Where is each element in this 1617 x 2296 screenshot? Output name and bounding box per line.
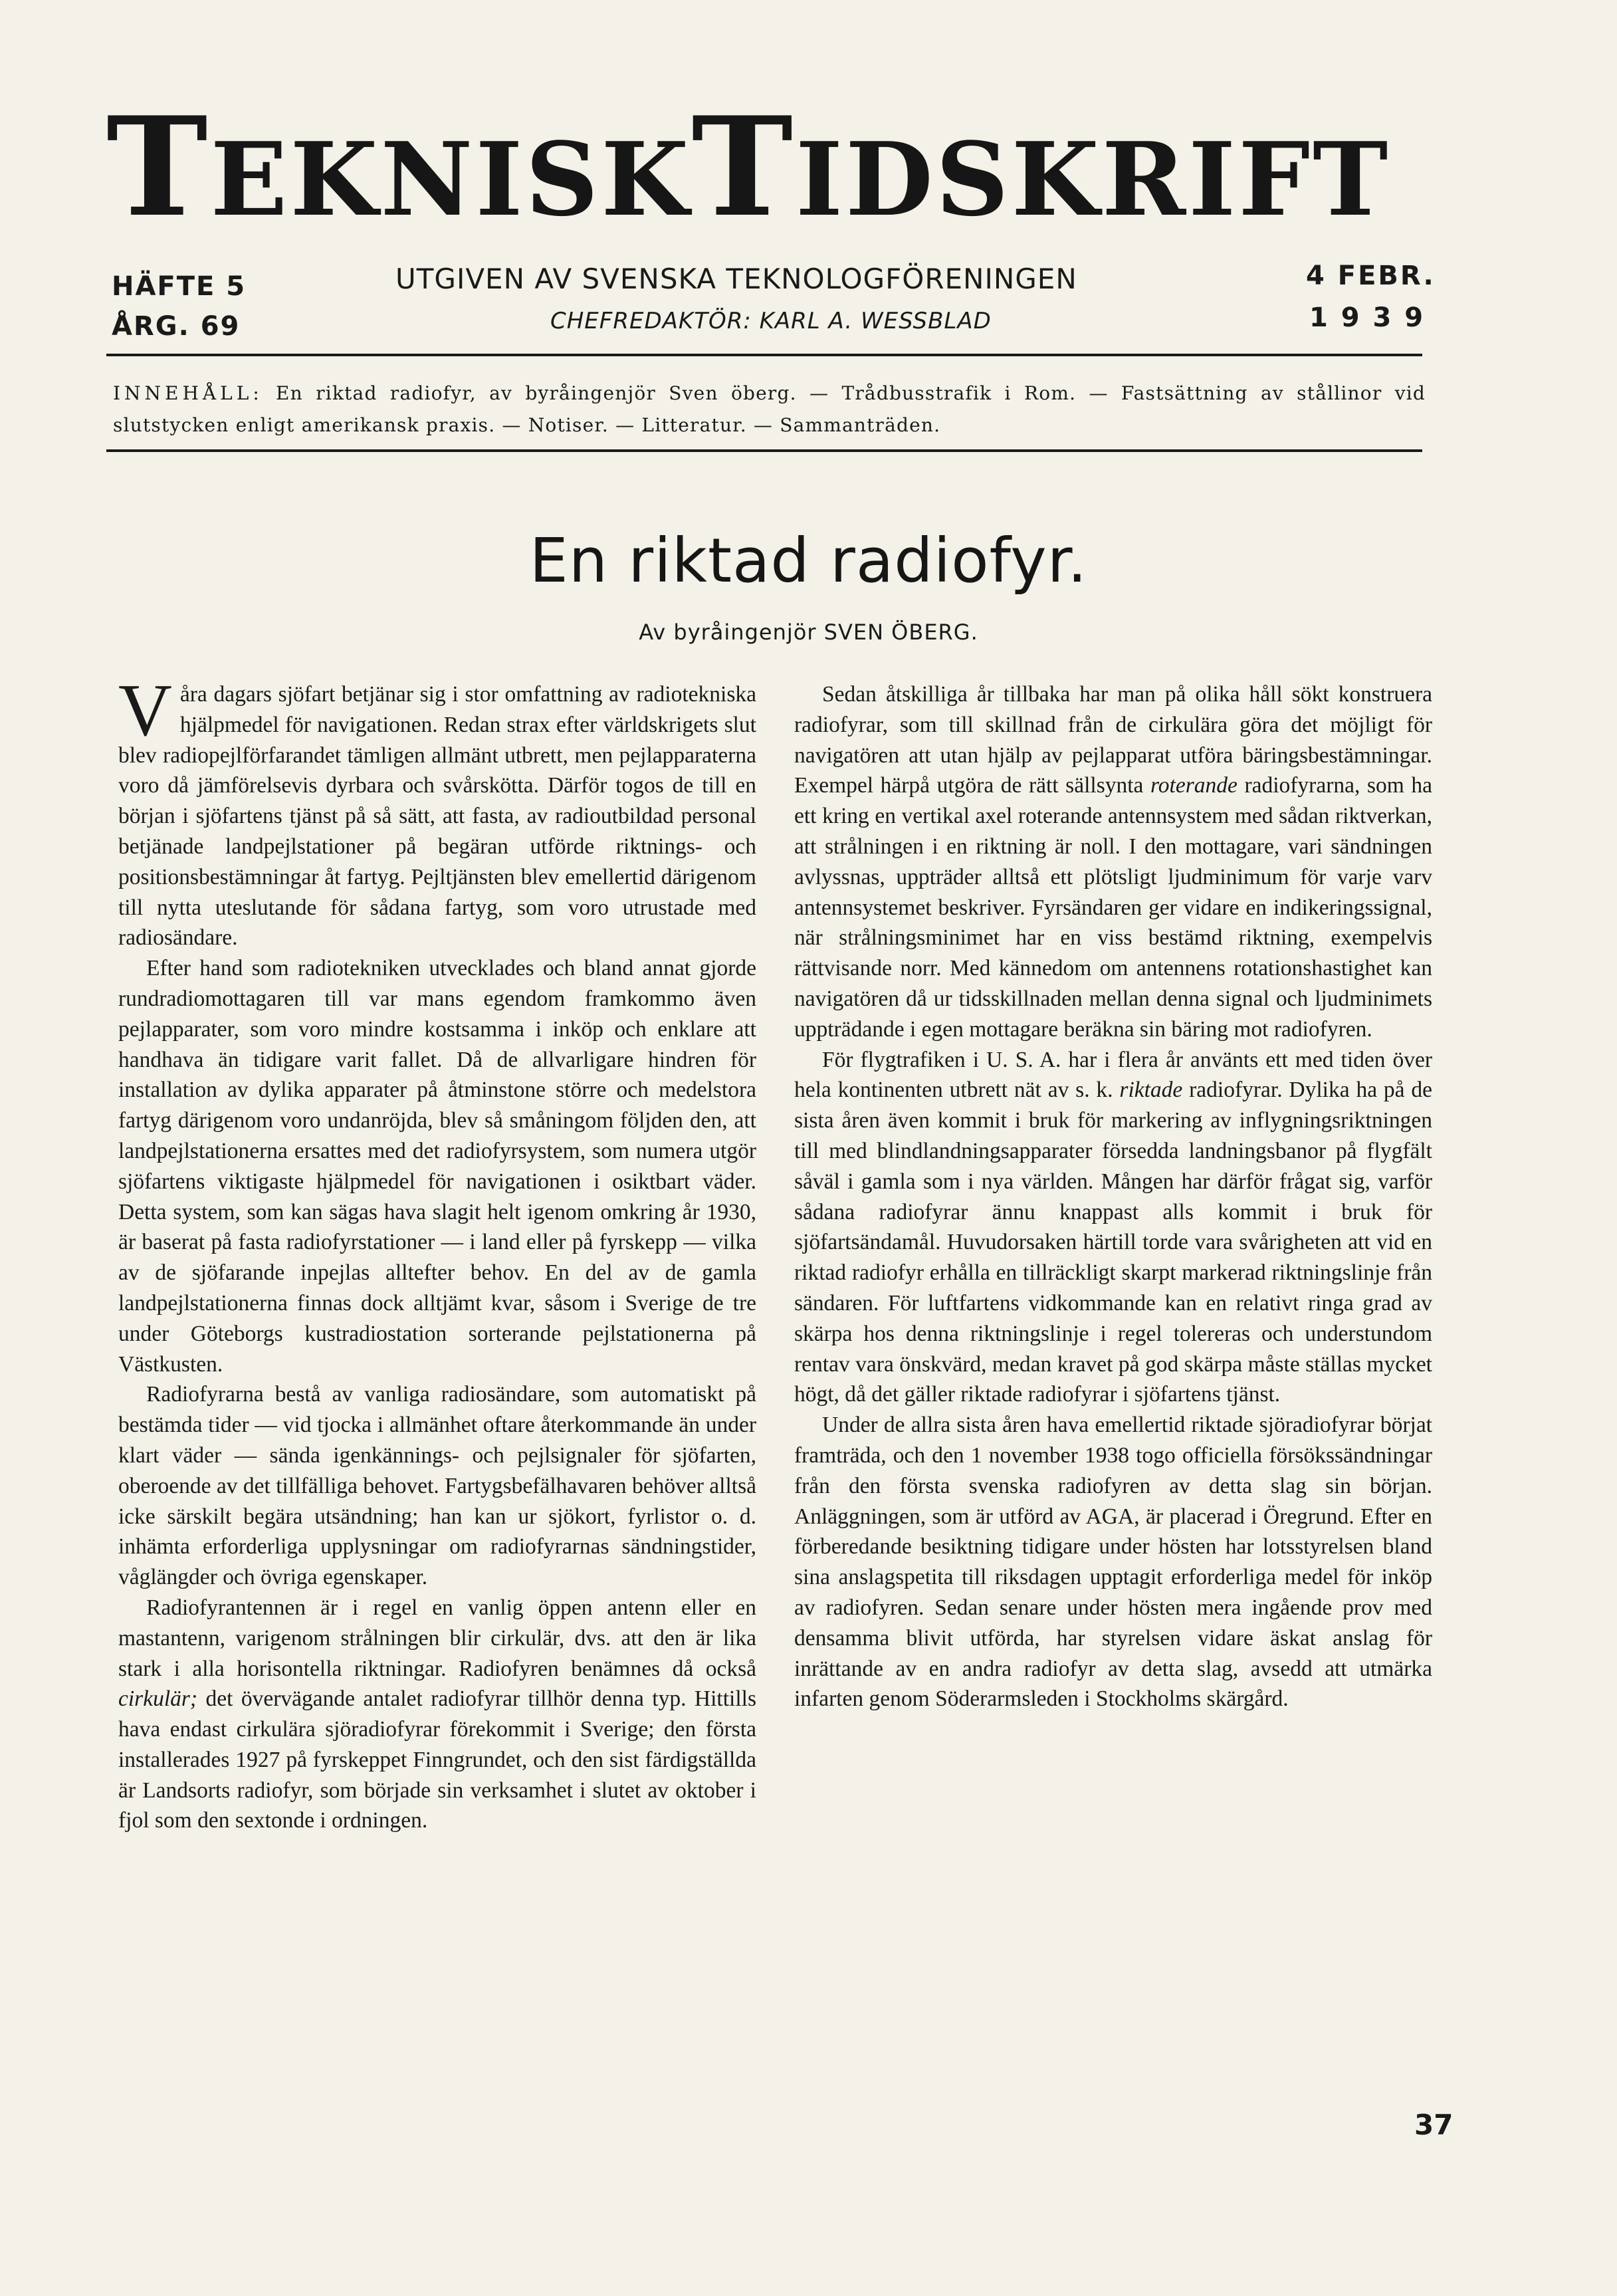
header-rule-bottom: [106, 449, 1422, 452]
article-byline: Av byråingenjör SVEN ÖBERG.: [639, 620, 978, 645]
paragraph: [118, 669, 756, 953]
issue-number: HÄFTE 5: [112, 271, 247, 302]
paragraph: Radiofyrarna bestå av vanliga radiosändare, som automatiskt på bestämda tider — vid tjocka i allmänhet oftare återkommande än under klart väder — sända igenkännings- och pejlsignaler för sjöfarten, oberoende av det tillfälliga behovet. Fartygsbefälhavaren behöver alltså icke särskilt begära utsändning; han kan ur sjökort, fyrlistor o. d. inhämta erforderliga upplysningar om radiofyrarnas sändningstider, våglängder och övriga egenskaper.: [118, 1382, 756, 1590]
paragraph: [118, 1593, 756, 1836]
paragraph-text: Sedan åtskilliga år tillbaka har man på olika håll sökt konstruera radiofyrar, som till skillnad från de cirkulära göra det möjligt för navigatören att utan hjälp av pejlapparat utföra bäringsbestämningar. Exempel härpå utgöra de rätt sällsynta: [794, 682, 1432, 798]
paragraph-text: För flygtrafiken i U. S. A. har i flera år använts ett med tiden över hela kontinenten utbrett nät av s. k.: [794, 1047, 1432, 1103]
column-right: [794, 679, 1432, 1714]
drop-cap: V: [118, 669, 172, 752]
issue-date: 4 FEBR.: [1306, 261, 1436, 291]
paragraph-text: radiofyrarna, som ha ett kring en vertikal axel roterande antennsystem med sådan riktverkan, att strålningen i en riktning är noll. I den mottagare, vari sändningen avlyssnas, uppträder alltså ett plötsligt ljudminimum för varje varv antennsystemet beskriver. Fyrsändaren ger vidare en indikeringssignal, när strålningsminimet har en viss bestämd riktning, exempelvis rättvisande norr. Med kännedom om antennens rotationshastighet kan navigatören då ur tidsskillnaden mellan denna signal och ljudminimets uppträdande i egen mottagare beräkna sin bäring mot radiofyren.: [794, 773, 1432, 1042]
table-of-contents: [113, 378, 1426, 441]
paragraph-text: det övervägande antalet radiofyrar tillhör denna typ. Hittills hava endast cirkulära sjöradiofyrar förekommit i Sverige; den första installerades 1927 på fyrskeppet Finngrundet, och den sist färdigställda är Landsorts radiofyr, som började sin verksamhet i slutet av oktober i fjol som den sextonde i ordningen.: [118, 1686, 756, 1833]
header-rule-top: [106, 354, 1422, 356]
emphasis-text: cirkulär;: [118, 1686, 198, 1712]
masthead-title: [106, 88, 1436, 247]
masthead-initial-2: T: [691, 88, 796, 247]
editor-line: CHEFREDAKTÖR: KARL A. WESSBLAD: [550, 308, 992, 334]
issue-year: 1 9 3 9: [1309, 302, 1426, 333]
paragraph-text: åra dagars sjöfart betjänar sig i stor omfattning av radiotekniska hjälpmedel för navigationen. Redan strax efter världskrigets slut blev radiopejlförfarandet tämligen allmänt utbrett, men pejlapparaterna voro då jämförelsevis dyrbara och svårskötta. Därför togos de till en början i sjöfartens tjänst på så sätt, att fasta, av radioutbildad personal betjänade landpejlstationer på begäran utförde riktnings- och positionsbestämningar åt fartyg. Pejltjänsten blev emellertid därigenom till nytta uteslutande för sådana fartyg, som voro utrustade med radiosändare.: [118, 682, 756, 951]
masthead-initial-1: T: [106, 88, 211, 247]
article-title: En riktad radiofyr.: [529, 525, 1088, 596]
page-number: 37: [1414, 2109, 1454, 2141]
emphasis-text: riktade: [1119, 1078, 1183, 1103]
paragraph-text: Radiofyrantennen är i regel en vanlig öppen antenn eller en mastantenn, varigenom strålningen blir cirkulär, dvs. att den är lika stark i alla horisontella riktningar. Radiofyren benämnes då också: [118, 1595, 756, 1681]
paragraph: Under de allra sista åren hava emellertid riktade sjöradiofyrar börjat framträda, och den 1 november 1938 togo officiella försökssändningar från den första svenska radiofyren av detta slag sin början. Anläggningen, som är utförd av AGA, är placerad i Öregrund. Efter en förberedande besiktning tidigare under hösten har lotsstyrelsen bland sina anslagspetita till riksdagen upptagit erforderliga medel för inköp av radiofyren. Sedan senare under hösten mera ingående prov med densamma blivit utförda, har styrelsen vidare äskat anslag för inrättande av en andra radiofyr av detta slag, avsedd att utmärka infarten genom Söderarmsleden i Stockholms skärgård.: [794, 1413, 1432, 1712]
publisher-line: UTGIVEN AV SVENSKA TEKNOLOGFÖRENINGEN: [395, 263, 1077, 295]
contents-label: INNEHÅLL:: [113, 382, 263, 404]
paragraph: [794, 1045, 1432, 1411]
paragraph: [794, 679, 1432, 1045]
emphasis-text: roterande: [1150, 773, 1238, 798]
paragraph-text: radiofyrar. Dylika ha på de sista åren även kommit i bruk för markering av inflygningsriktningen till med blindlandningsapparater försedda landningsbanor på flygfält såväl i gamla som i nya världen. Mången har därför frågat sig, varför sådana radiofyrar ännu knappast alls kommit i bruk för sjöfartsändamål. Huvudorsaken härtill torde vara svårigheten att vid en riktad radiofyr erhålla en tillräckligt skarpt markerad riktningslinje från sändaren. För luftfartens vidkommande kan en relativt ringa grad av skärpa hos denna riktningslinje i regel tolereras och understundom rentav vara önskvärd, medan kravet på god skärpa måste ställas mycket högt, då det gäller riktade radiofyrar i sjöfartens tjänst.: [794, 1078, 1432, 1407]
contents-text: En riktad radiofyr, av byråingenjör Sven öberg. — Trådbusstrafik i Rom. — Fastsättning av stållinor vid slutstycken enligt amerikansk praxis. — Notiser. — Litteratur. — Sammanträden.: [113, 382, 1426, 436]
paragraph: Efter hand som radiotekniken utvecklades och bland annat gjorde rundradiomottagaren till var mans egendom framkommo även pejlapparater, som voro mindre kostsamma i inköp och enklare att handhava än tidigare varit fallet. Då de allvarligare hindren för installation av dylika apparater på åtminstone större och medelstora fartyg därigenom voro undanröjda, blev så småningom följden den, att landpejlstationerna ersattes med det radiofyrsystem, som numera utgör sjöfartens viktigaste hjälpmedel för navigationen i osiktbart väder. Detta system, som kan sägas hava slagit helt igenom omkring år 1930, är baserat på fasta radiofyrstationer — i land eller på fyrskepp — vilka av de sjöfarande inpejlas alltefter behov. En del av de gamla landpejlstationerna finnas dock alltjämt kvar, såsom i Sverige de tre under Göteborgs kustradiostation sorterande pejlstationerna på Västkusten.: [118, 956, 756, 1377]
column-left: [118, 669, 756, 1836]
masthead-word-1: EKNISK: [210, 120, 692, 239]
volume-number: ÅRG. 69: [112, 311, 241, 342]
masthead-word-2: IDSKRIFT: [796, 120, 1391, 239]
